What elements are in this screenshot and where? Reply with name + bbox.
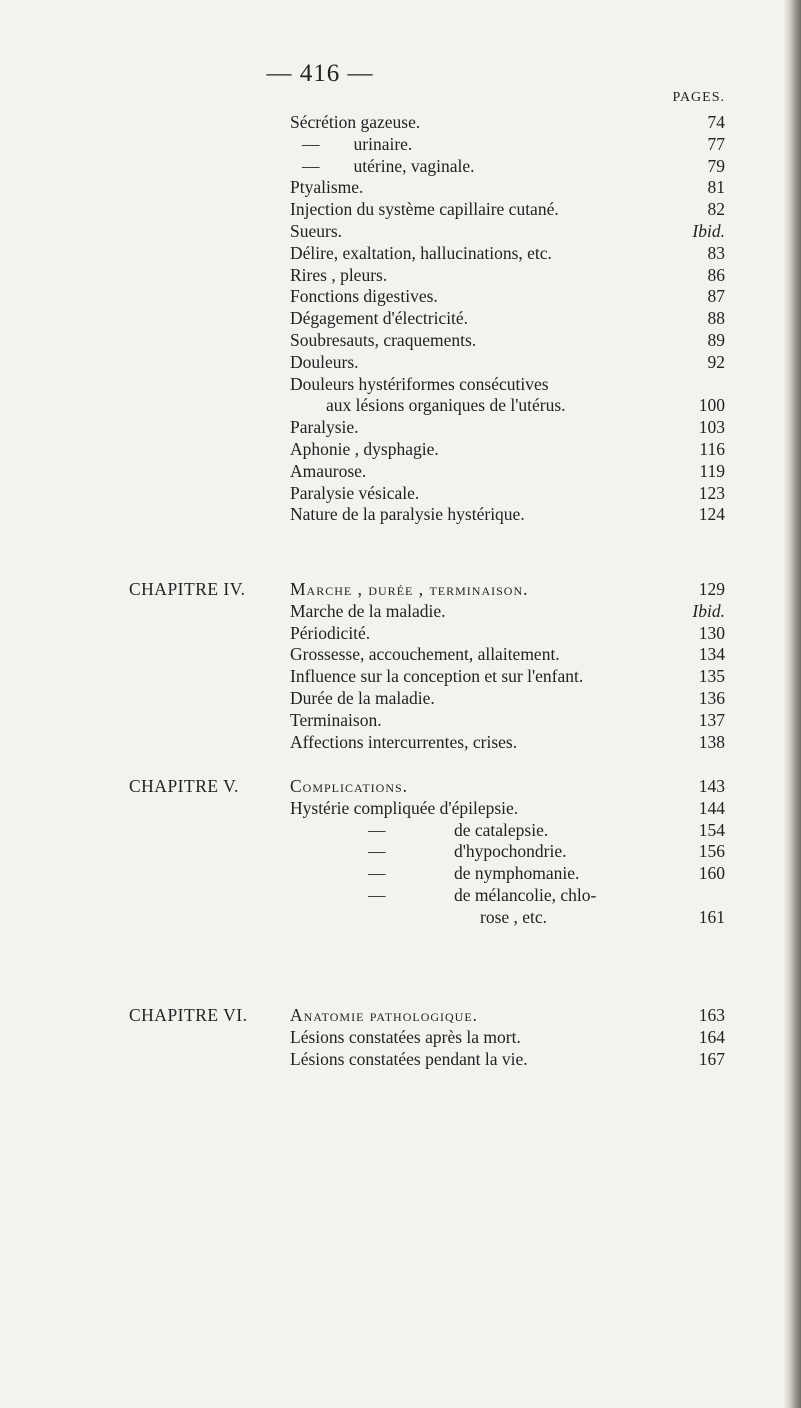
chapter-5-section	[129, 776, 725, 929]
chapter-label: CHAPITRE VI.	[129, 1005, 248, 1025]
toc-entry: Sueurs. Ibid.	[290, 220, 725, 241]
toc-entry: — urinaire. 77	[302, 133, 725, 154]
toc-entry: Influence sur la conception et sur l'enfant. 135	[290, 666, 725, 687]
toc-entry: — de nymphomanie. 160	[368, 863, 725, 884]
toc-entry: Aphonie , dysphagie. 116	[290, 438, 725, 459]
toc-entry: Soubresauts, craquements. 89	[290, 329, 725, 350]
toc-entry: Durée de la maladie. 136	[290, 687, 725, 708]
chapter-heading: Complications. 143	[290, 776, 725, 796]
toc-entry: Périodicité. 130	[290, 622, 725, 643]
toc-entry: Marche de la maladie. Ibid.	[290, 600, 725, 621]
toc-entry: — de mélancolie, chlo-	[368, 884, 597, 905]
toc-entry: Dégagement d'électricité. 88	[290, 308, 725, 329]
toc-entry: Amaurose. 119	[290, 460, 725, 481]
toc-entry: Rires , pleurs. 86	[290, 264, 725, 285]
toc-entry: Ptyalisme. 81	[290, 177, 725, 198]
toc-entry: Douleurs hystériformes consécutives	[290, 373, 549, 394]
toc-entry: — utérine, vaginale. 79	[302, 155, 725, 176]
toc-entry: — de catalepsie. 154	[368, 819, 725, 840]
toc-entry: Paralysie. 103	[290, 417, 725, 438]
page-edge-shadow	[783, 0, 801, 1408]
toc-entry: aux lésions organiques de l'utérus. 100	[326, 395, 725, 416]
toc-entry: Nature de la paralysie hystérique. 124	[290, 504, 725, 525]
chapter-heading: Anatomie pathologique. 163	[290, 1005, 725, 1025]
toc-entry: — d'hypochondrie. 156	[368, 841, 725, 862]
toc-entry: Douleurs. 92	[290, 351, 725, 372]
toc-entry: Injection du système capillaire cutané. 82	[290, 199, 725, 220]
toc-entry: Lésions constatées après la mort. 164	[290, 1026, 725, 1047]
pages-column-header: PAGES.	[672, 90, 725, 105]
chapter-6-section	[129, 1005, 725, 1070]
toc-entry: Grossesse, accouchement, allaitement. 134	[290, 644, 725, 665]
toc-entry: Affections intercurrentes, crises. 138	[290, 731, 725, 752]
toc-entry: rose , etc. 161	[480, 906, 725, 927]
toc-entry: Hystérie compliquée d'épilepsie. 144	[290, 797, 725, 818]
toc-entry: Lésions constatées pendant la vie. 167	[290, 1048, 725, 1069]
chapter-4-section	[129, 579, 725, 753]
toc-entry: Fonctions digestives. 87	[290, 286, 725, 307]
chapter-label: CHAPITRE IV.	[129, 579, 246, 599]
toc-entry: Délire, exaltation, hallucinations, etc. 83	[290, 242, 725, 263]
chapter-label: CHAPITRE V.	[129, 776, 239, 796]
toc-entry: Paralysie vésicale. 123	[290, 482, 725, 503]
page-number: — 416 —	[266, 60, 374, 87]
toc-entries	[290, 112, 725, 526]
chapter-heading: Marche , durée , terminaison. 129	[290, 579, 725, 599]
toc-entry: Sécrétion gazeuse. 74	[290, 112, 725, 132]
toc-entry: Terminaison. 137	[290, 709, 725, 730]
